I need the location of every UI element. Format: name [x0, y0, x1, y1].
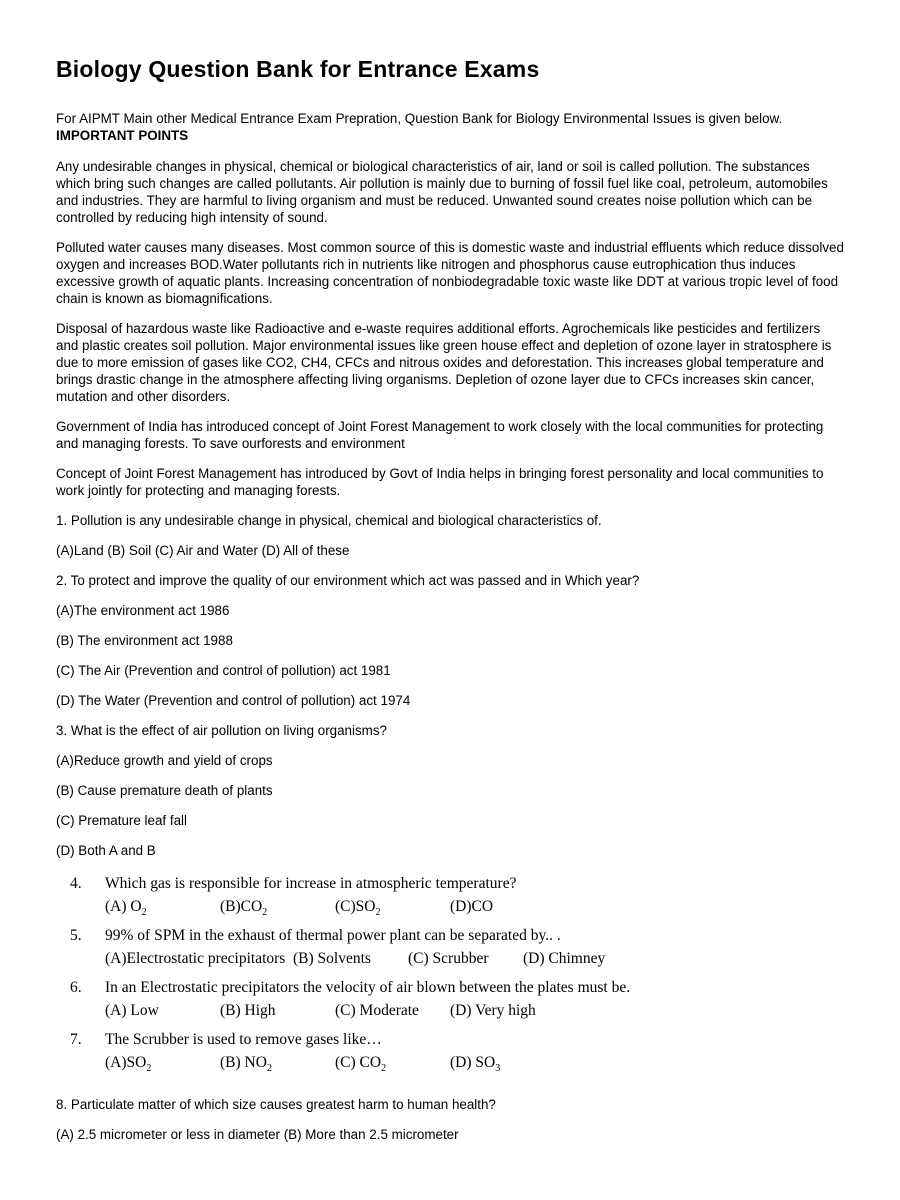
- question-2-option-a: (A)The environment act 1986: [56, 603, 230, 618]
- option: [335, 1051, 446, 1080]
- option-text: (B)CO: [220, 898, 263, 915]
- question-4-options: [105, 895, 846, 924]
- question-2-option-d: (D) The Water (Prevention and control of pollution) act 1974: [56, 693, 411, 708]
- option-text: (B) High: [220, 1002, 276, 1020]
- paragraph-joint-forest-management: Government of India has introduced concept of Joint Forest Management to work closely with the local communities for protecting and managing forests. To save ourforests and environment: [56, 419, 824, 451]
- intro-line: For AIPMT Main other Medical Entrance Exam Prepration, Question Bank for Biology Environmental Issues is given below.: [56, 111, 783, 126]
- option: [335, 895, 446, 924]
- option-subscript: 2: [381, 1063, 387, 1075]
- question-3-option-d: (D) Both A and B: [56, 843, 156, 858]
- question-7-options: [105, 1051, 846, 1080]
- option-text: (D)CO: [450, 898, 494, 915]
- option-text: (C) CO: [335, 1054, 382, 1072]
- paragraph-hazardous-waste: Disposal of hazardous waste like Radioactive and e-waste requires additional efforts. Agrochemicals like pesticides and fertilizers and plastic creates soil pollution. Major environmental issues like green house effect and depletion of ozone layer in stratosphere is due to more emission of gases like CO2, CH4, CFCs and nitrous oxides and deforestation. This increases global temperature and brings drastic change in the atmosphere affecting living organisms. Depletion of ozone layer due to CFCs increases skin cancer, mutation and other disorders.: [56, 321, 832, 404]
- question-2-text: 2. To protect and improve the quality of our environment which act was passed and in Which year?: [56, 573, 640, 588]
- question-6-options: [105, 999, 846, 1028]
- option: [408, 947, 519, 976]
- option: [450, 1051, 561, 1080]
- option: [293, 947, 404, 976]
- option-subscript: 2: [141, 907, 147, 919]
- option: [105, 1051, 216, 1080]
- option-text: (A) O: [105, 898, 142, 915]
- important-points-heading: IMPORTANT POINTS: [56, 128, 189, 143]
- question-1-options: (A)Land (B) Soil (C) Air and Water (D) All of these: [56, 543, 350, 558]
- question-4: [56, 872, 846, 924]
- option: [450, 895, 561, 924]
- option: [220, 1051, 331, 1080]
- question-6-number: 6.: [70, 979, 82, 997]
- option-text: (A) Low: [105, 1002, 159, 1020]
- question-8-text: 8. Particulate matter of which size causes greatest harm to human health?: [56, 1097, 496, 1113]
- option: [335, 999, 446, 1028]
- paragraph-water-pollution: Polluted water causes many diseases. Most common source of this is domestic waste and industrial effluents which reduce dissolved oxygen and increases BOD.Water pollutants rich in nutrients like nitrogen and phosphorus cause eutrophication thus induces excessive growth of aquatic plants. Increasing concentration of nonbiodegradable toxic waste like DDT at various tropic level of food chain is known as biomagnifications.: [56, 240, 844, 306]
- option-text: (D) Chimney: [523, 950, 606, 968]
- doc-title: Biology Question Bank for Entrance Exams: [56, 56, 540, 82]
- question-8-options: (A) 2.5 micrometer or less in diameter (B) More than 2.5 micrometer: [56, 1127, 459, 1143]
- question-3-option-a: (A)Reduce growth and yield of crops: [56, 753, 273, 768]
- option-text: (C)SO: [335, 898, 376, 915]
- question-5-number: 5.: [70, 927, 82, 945]
- option-text: (D) Very high: [450, 1002, 536, 1020]
- option-subscript: 3: [495, 1063, 501, 1075]
- option-text: (A)Electrostatic precipitators: [105, 950, 286, 968]
- question-6: [56, 976, 846, 1028]
- option: [523, 947, 634, 976]
- option: [220, 895, 331, 924]
- option-text: (A)SO: [105, 1054, 147, 1072]
- question-5-text: 99% of SPM in the exhaust of thermal power plant can be separated by.. .: [105, 927, 561, 945]
- question-2-option-b: (B) The environment act 1988: [56, 633, 233, 648]
- question-3-option-c: (C) Premature leaf fall: [56, 813, 187, 828]
- paragraph-jfm-concept: Concept of Joint Forest Management has introduced by Govt of India helps in bringing forest personality and local communities to work jointly for protecting and managing forests.: [56, 466, 824, 498]
- option-text: (C) Scrubber: [408, 950, 489, 968]
- option-text: (B) Solvents: [293, 950, 371, 968]
- option: [105, 895, 216, 924]
- question-7: [56, 1028, 846, 1080]
- option-subscript: 2: [266, 1063, 272, 1075]
- question-4-text: Which gas is responsible for increase in atmospheric temperature?: [105, 875, 517, 892]
- question-3-option-b: (B) Cause premature death of plants: [56, 783, 273, 798]
- serif-question-block: [56, 872, 846, 1080]
- option: [220, 999, 331, 1028]
- question-2-option-c: (C) The Air (Prevention and control of pollution) act 1981: [56, 663, 391, 678]
- paragraph-pollution: Any undesirable changes in physical, chemical or biological characteristics of air, land or soil is called pollution. The substances which bring such changes are called pollutants. Air pollution is mainly due to burning of fossil fuel like coal, petroleum, automobiles and industries. They are harmful to living organism and must be reduced. Unwanted sound creates noise pollution which can be controlled by reducing high intensity of sound.: [56, 159, 828, 225]
- option-text: (C) Moderate: [335, 1002, 419, 1020]
- intro-paragraph: [56, 110, 846, 144]
- option-text: (D) SO: [450, 1054, 496, 1072]
- question-7-number: 7.: [70, 1031, 82, 1049]
- question-4-number: 4.: [70, 875, 82, 892]
- question-7-text: The Scrubber is used to remove gases like…: [105, 1031, 382, 1049]
- option: [105, 947, 289, 976]
- option-subscript: 2: [375, 907, 381, 919]
- question-1-text: 1. Pollution is any undesirable change in physical, chemical and biological characteristics of.: [56, 513, 602, 528]
- question-6-text: In an Electrostatic precipitators the velocity of air blown between the plates must be.: [105, 979, 631, 997]
- option-subscript: 2: [262, 907, 268, 919]
- option: [450, 999, 561, 1028]
- option-subscript: 2: [146, 1063, 152, 1075]
- question-5: [56, 924, 846, 976]
- option-text: (B) NO: [220, 1054, 267, 1072]
- question-3-text: 3. What is the effect of air pollution on living organisms?: [56, 723, 387, 738]
- option: [105, 999, 216, 1028]
- question-5-options: [105, 947, 846, 976]
